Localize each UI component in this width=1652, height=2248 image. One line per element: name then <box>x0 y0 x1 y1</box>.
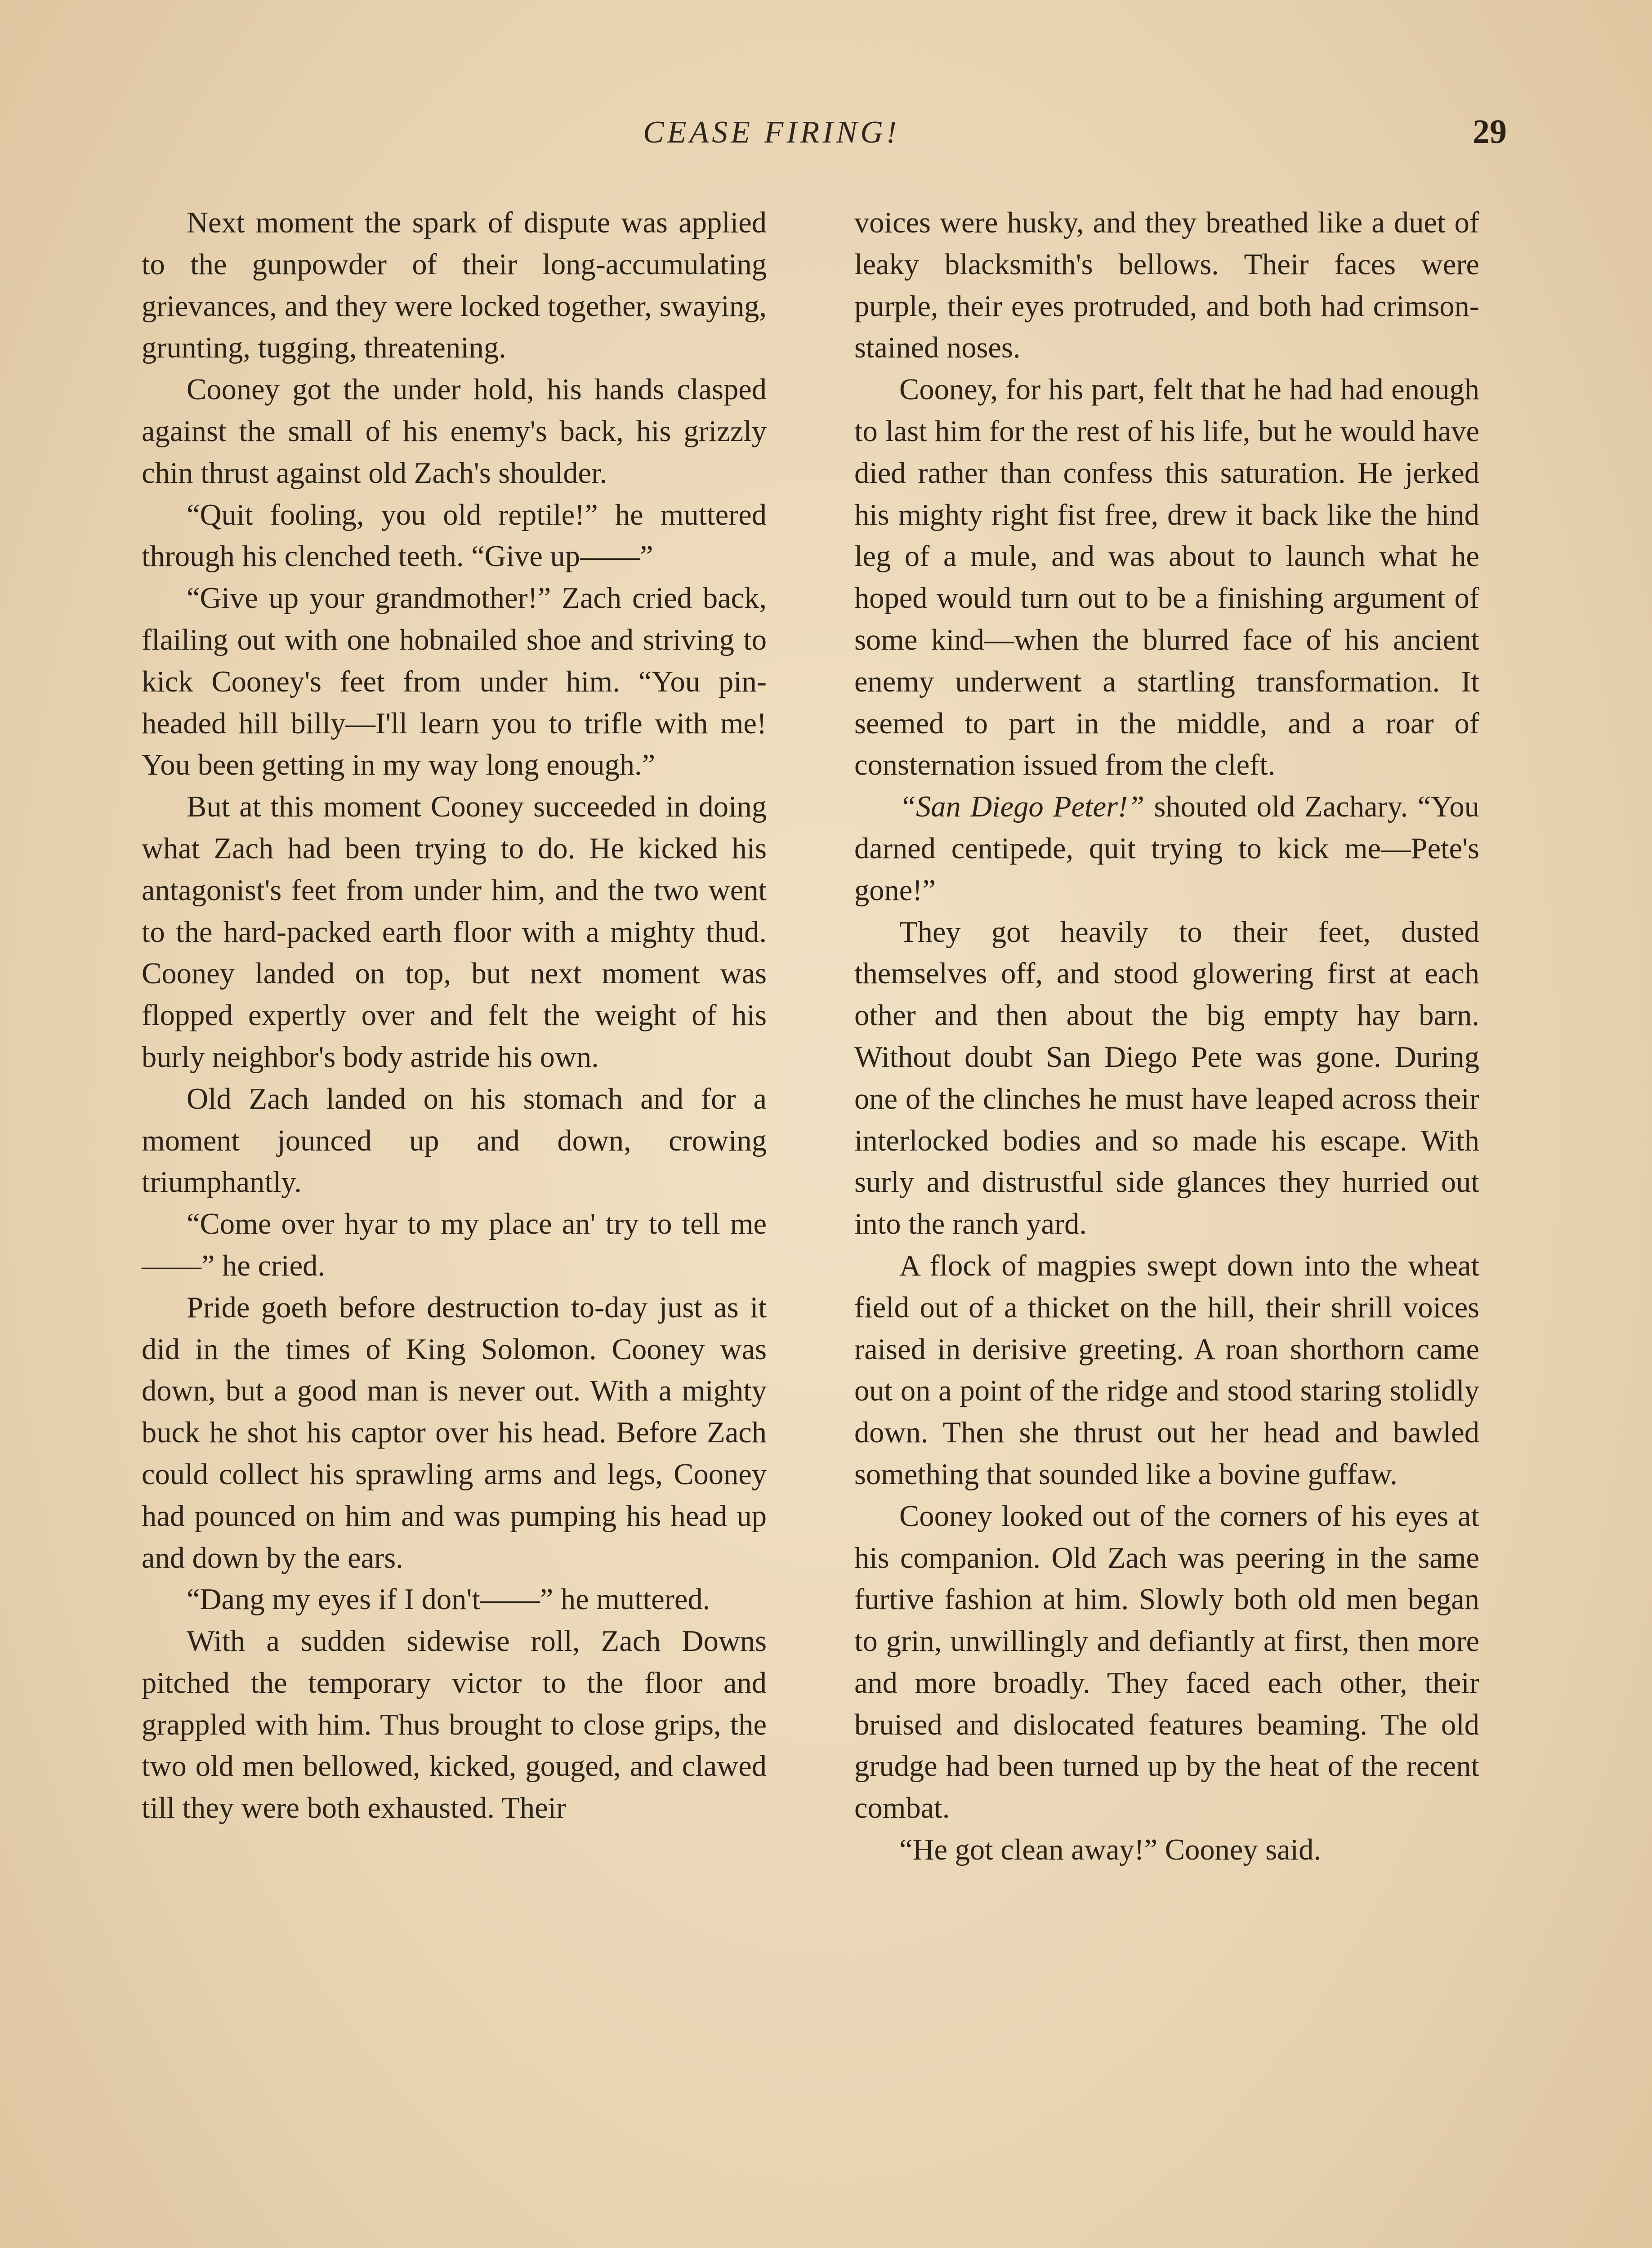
left-column <box>142 202 767 1829</box>
shout-text: shouted old Zachary. “You darned centipede, quit trying to kick me—Pete's gone!” <box>854 790 1479 907</box>
paragraph-shout <box>854 786 1479 911</box>
paragraph: “Quit fooling, you old reptile!” he muttered through his clenched teeth. “Give up——” <box>142 498 767 573</box>
right-column <box>854 202 1479 1871</box>
paragraph: But at this moment Cooney succeeded in doing what Zach had been trying to do. He kicked his antagonist's feet from under him, and the two went to the hard-packed earth floor with a mighty thud. Cooney landed on top, but next moment was flopped expertly over and felt the weight of his burly neighbor's body astride his own. <box>142 790 767 1074</box>
paragraph: Next moment the spark of dispute was applied to the gunpowder of their long-accumulating grievances, and they were locked together, swaying, grunting, tugging, threatening. <box>142 206 767 365</box>
paragraph: Pride goeth before destruction to-day just as it did in the times of King Solomon. Cooney was down, but a good man is never out. With a mighty buck he shot his captor over his head. Before Zach could collect his sprawling arms and legs, Cooney had pounced on him and was pumping his head up and down by the ears. <box>142 1291 767 1574</box>
paragraph: Cooney got the under hold, his hands clasped against the small of his enemy's back, his grizzly chin thrust against old Zach's shoulder. <box>142 373 767 490</box>
paragraph: With a sudden sidewise roll, Zach Downs pitched the temporary victor to the floor and grappled with him. Thus brought to close grips, the two old men bellowed, kicked, gouged, and clawed till they were both exhausted. Their <box>142 1625 767 1825</box>
paragraph: “He got clean away!” Cooney said. <box>899 1833 1322 1867</box>
paragraph: Old Zach landed on his stomach and for a moment jounced up and down, crowing triumphantly. <box>142 1082 767 1199</box>
paragraph: “Come over hyar to my place an' try to tell me——” he cried. <box>142 1208 767 1282</box>
paragraph: “Give up your grandmother!” Zach cried back, flailing out with one hobnailed shoe and striving to kick Cooney's feet from under him. “You pin-headed hill billy—I'll learn you to trifle with me! You been getting in my way long enough.” <box>142 582 767 782</box>
paragraph-continuation: voices were husky, and they breathed like a duet of leaky blacksmith's bellows. Their faces were purple, their eyes protruded, and both had crimson-stained noses. <box>854 206 1479 365</box>
paragraph: Cooney looked out of the corners of his eyes at his companion. Old Zach was peering in the same furtive fashion at him. Slowly both old men began to grin, unwillingly and defiantly at first, then more and more broadly. They faced each other, their bruised and dislocated features beaming. The old grudge had been turned up by the heat of the recent combat. <box>854 1499 1479 1825</box>
paragraph: Cooney, for his part, felt that he had had enough to last him for the rest of his life, but he would have died rather than confess this saturation. He jerked his mighty right fist free, drew it back like the hind leg of a mule, and was about to launch what he hoped would turn out to be a finishing argument of some kind—when the blurred face of his ancient enemy underwent a startling transformation. It seemed to part in the middle, and a roar of consternation issued from the cleft. <box>854 373 1479 782</box>
shout-italic-text: “San Diego Peter!” <box>899 790 1145 824</box>
page-number: 29 <box>1473 113 1507 151</box>
paragraph: “Dang my eyes if I don't——” he muttered. <box>187 1583 710 1616</box>
running-head: CEASE FIRING! <box>643 115 900 150</box>
paragraph: A flock of magpies swept down into the wheat field out of a thicket on the hill, their shrill voices raised in derisive greeting. A roan shorthorn came out on a point of the ridge and stood staring stolidly down. Then she thrust out her head and bawled something that sounded like a bovine guffaw. <box>854 1249 1479 1491</box>
paragraph: They got heavily to their feet, dusted themselves off, and stood glowering first at each other and then about the big empty hay barn. Without doubt San Diego Pete was gone. During one of the clinches he must have leaped across their interlocked bodies and so made his escape. With surly and distrustful side glances they hurried out into the ranch yard. <box>854 915 1479 1241</box>
